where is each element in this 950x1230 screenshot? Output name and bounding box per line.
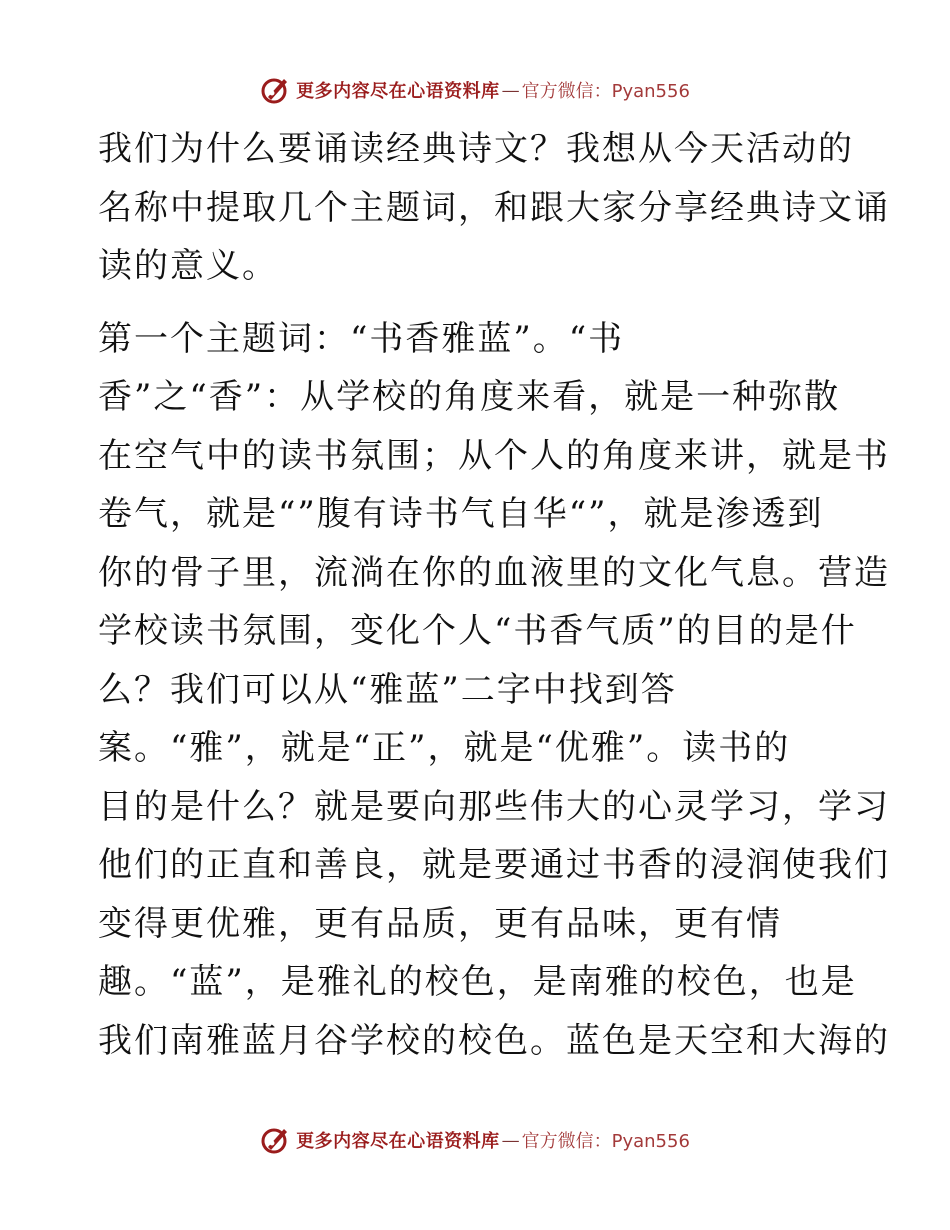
header-watermark bbox=[0, 70, 950, 110]
text-line: 在空气中的读书氛围；从个人的角度来讲，就是书 bbox=[98, 435, 890, 476]
text-line: 么？我们可以从“雅蓝”二字中找到答 bbox=[98, 669, 677, 710]
paragraph-2 bbox=[98, 310, 890, 1071]
text-line: 我们为什么要诵读经典诗文？我想从今天活动的 bbox=[98, 129, 854, 169]
text-line: 香”之“香”：从学校的角度来看，就是一种弥散 bbox=[98, 377, 841, 417]
text-line: 名称中提取几个主题词，和跟大家分享经典诗文诵 bbox=[98, 187, 890, 228]
watermark-text: 更多内容尽在心语资料库 bbox=[296, 1131, 500, 1152]
text-line: 卷气，就是“”腹有诗书气自华“”，就是渗透到 bbox=[98, 494, 824, 534]
watermark-contact: 官方微信：Pyan556 bbox=[521, 81, 690, 102]
text-line: 他们的正直和善良，就是要通过书香的浸润使我们 bbox=[98, 845, 890, 885]
watermark-contact: 官方微信：Pyan556 bbox=[521, 1131, 690, 1152]
text-line: 趣。“蓝”，是雅礼的校色，是南雅的校色，也是 bbox=[98, 962, 857, 1002]
footer-watermark bbox=[0, 1120, 950, 1160]
text-line: 案。“雅”，就是“正”，就是“优雅”。读书的 bbox=[98, 728, 791, 768]
watermark-text: 更多内容尽在心语资料库 bbox=[296, 81, 500, 102]
watermark-dash: — bbox=[501, 1129, 520, 1151]
document-body bbox=[98, 120, 890, 1070]
text-line: 目的是什么？就是要向那些伟大的心灵学习，学习 bbox=[98, 786, 890, 827]
text-line: 我们南雅蓝月谷学校的校色。蓝色是天空和大海的 bbox=[98, 1020, 890, 1061]
text-line: 第一个主题词：“书香雅蓝”。“书 bbox=[98, 318, 625, 359]
pen-logo-icon bbox=[260, 1125, 290, 1155]
pen-logo-icon bbox=[260, 75, 290, 105]
paragraph-1 bbox=[98, 120, 890, 296]
watermark-dash: — bbox=[501, 79, 520, 101]
text-line: 变得更优雅，更有品质，更有品味，更有情 bbox=[98, 903, 782, 944]
text-line: 学校读书氛围，变化个人“书香气质”的目的是什 bbox=[98, 611, 857, 651]
text-line: 你的骨子里，流淌在你的血液里的文化气息。营造 bbox=[98, 552, 890, 593]
text-line: 读的意义。 bbox=[98, 246, 278, 286]
